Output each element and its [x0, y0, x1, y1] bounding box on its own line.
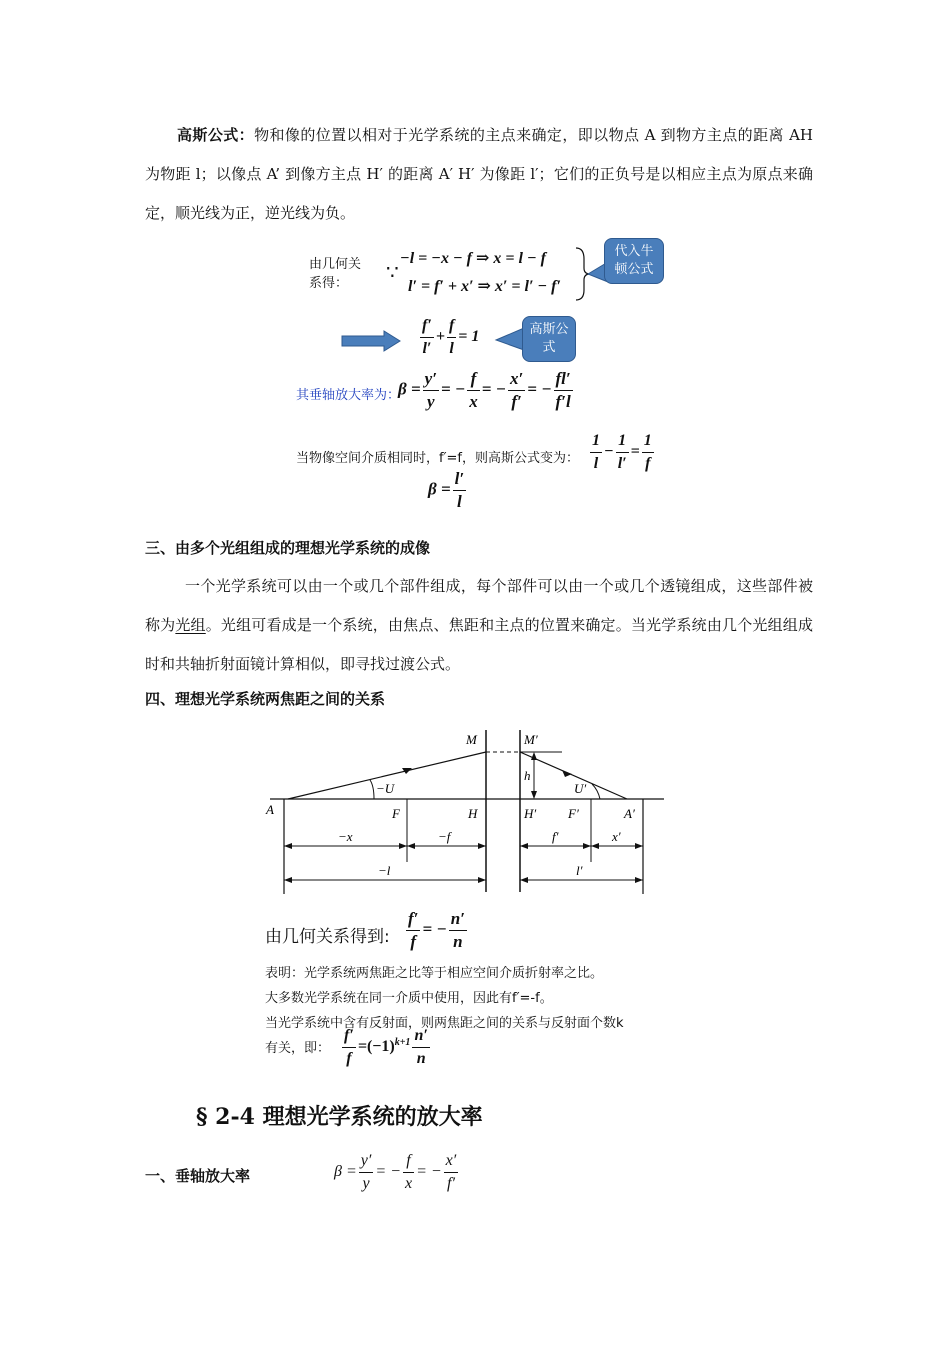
label-F-prime: F′: [568, 806, 579, 821]
label-x: −x: [338, 829, 353, 844]
label-l-prime: l′: [576, 863, 583, 878]
note-3: 当光学系统中含有反射面，则两焦距之间的关系与反射面个数k: [265, 1016, 624, 1031]
label-l: −l: [378, 863, 391, 878]
section-3-heading: 三、由多个光组组成的理想光学系统的成像: [145, 539, 431, 557]
because-symbol: ∵: [386, 260, 399, 284]
vertical-magnification-heading: 一、垂轴放大率: [145, 1167, 251, 1185]
section-3-paragraph: 一个光学系统可以由一个或几个部件组成，每个部件可以由一个或几个透镜组成，这些部件被称为光组。光组可看成是一个系统，由焦点、焦距和主点的位置来确定。当光学系统由几个光组组成时和共轴折射面镜计算相似，即寻找过渡公式。: [145, 577, 813, 673]
focal-ratio-formula: $\frac{f'}{f}$ = − $\frac{n'}{n}$: [408, 909, 465, 951]
gauss-intro-body: 物和像的位置以相对于光学系统的主点来确定，即以物点 A 到物方主点的距离 AH 为物距 l；以像点 A’ 到像方主点 H′ 的距离 A′ H′ 为像距 l′；它们的正负号是以相应主点为原点来确定，顺光线为正，逆光线为负。: [145, 126, 813, 222]
beta-formula-3: β = $\frac{y'}{y}$ = − $\frac{f}{x}$ = − $\frac{x'}{f'}$: [334, 1152, 457, 1192]
geom-eq1: −l = −x − f ⇒ x = l − f: [400, 250, 546, 267]
result-label: 由几何关系得到:: [265, 927, 390, 947]
label-A: A: [266, 802, 274, 817]
right-arrow-icon: [340, 330, 404, 352]
label-F: F: [392, 806, 400, 821]
label-f-prime: f′: [552, 829, 559, 844]
same-medium-formula: $\frac{1}{l}$ − $\frac{1}{l'}$ = $\frac{1}{f}$: [592, 432, 652, 472]
same-medium-label: 当物像空间介质相同时，f′=f，则高斯公式变为：: [296, 451, 579, 466]
label-H: H: [468, 806, 478, 821]
label-h: h: [524, 768, 531, 783]
gauss-bubble: 高斯公式: [522, 316, 576, 362]
label-x-prime: x′: [612, 829, 621, 844]
beta-formula-2: β = $\frac{l'}{l}$: [428, 469, 465, 511]
guangzu-term: 光组: [175, 616, 206, 634]
section-4-heading: 四、理想光学系统两焦距之间的关系: [145, 690, 386, 708]
label-A-prime: A′: [624, 806, 635, 821]
label-M: M: [466, 732, 477, 747]
label-U-prime: U′: [574, 781, 587, 796]
label-M-prime: M′: [524, 732, 538, 747]
newton-bubble: 代入牛顿公式: [604, 238, 664, 284]
note-1: 表明：光学系统两焦距之比等于相应空间介质折射率之比。: [265, 966, 604, 981]
note-2: 大多数光学系统在同一介质中使用，因此有f′=-f。: [265, 991, 553, 1006]
focal-length-diagram: [262, 722, 672, 897]
label-U: −U: [376, 781, 395, 796]
beta-formula-1: β = $\frac{y'}{y}$ = − $\frac{f}{x}$ = − $\frac{x'}{f'}$ = − $\frac{fl'}{f'l}$: [398, 369, 571, 411]
section-2-4-title: § 2-4 理想光学系统的放大率: [196, 1104, 483, 1130]
label-f: −f: [438, 829, 451, 844]
geom-eq2: l′ = f′ + x′ ⇒ x′ = l′ − f′: [408, 278, 561, 295]
beta-label: 其垂轴放大率为：: [296, 388, 401, 403]
geom-label: 由几何关系得：: [309, 257, 362, 291]
gauss-intro-paragraph: [145, 116, 813, 233]
label-H-prime: H′: [524, 806, 537, 821]
reflection-formula: $\frac{f'}{f}$ $=(-1)^{k+1}$ $\frac{n'}{n}$: [344, 1027, 428, 1067]
gauss-formula: $\frac{f'}{l'}$ + $\frac{f}{l}$ = 1: [422, 317, 480, 357]
gauss-lead: 高斯公式：: [177, 126, 255, 144]
note-4: 有关，即：: [265, 1041, 331, 1056]
